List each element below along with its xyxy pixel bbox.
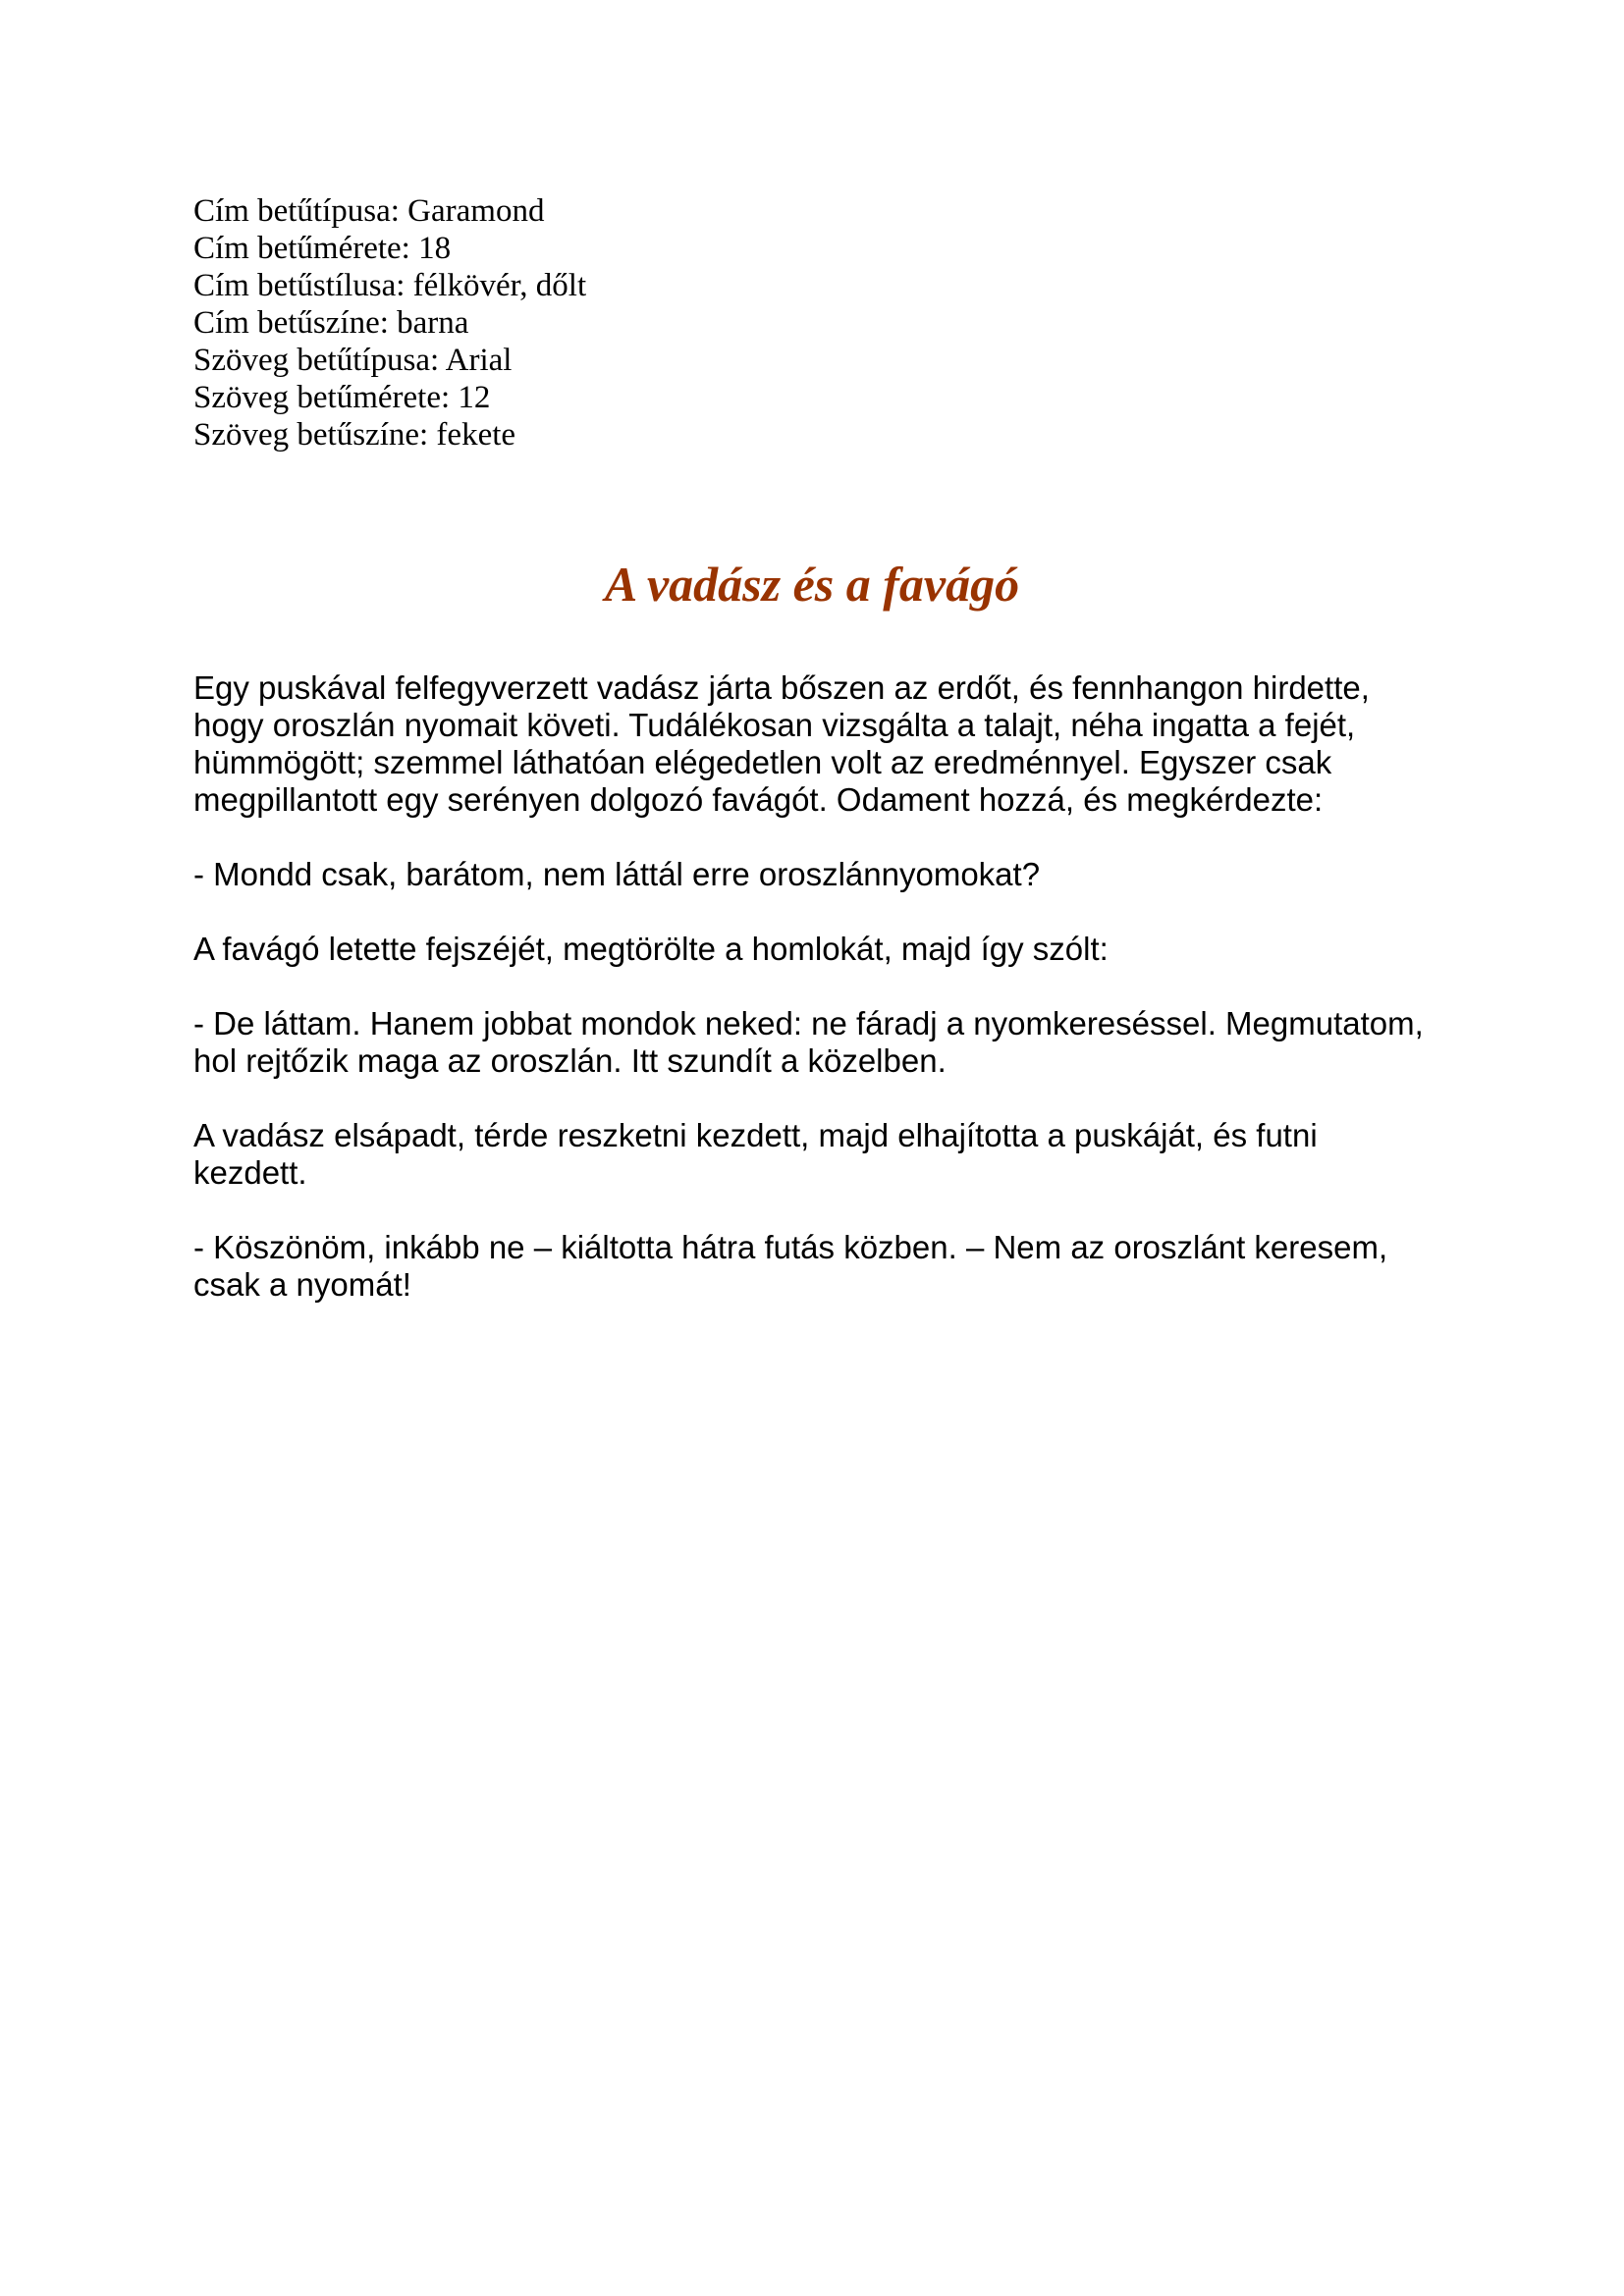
story-paragraph: A favágó letette fejszéjét, megtörölte a homlokát, majd így szólt: bbox=[193, 931, 1109, 967]
story-paragraph-dialogue: - Köszönöm, inkább ne – kiáltotta hátra futás közben. – Nem az oroszlánt keresem, csak a nyomát! bbox=[193, 1229, 1388, 1303]
meta-line-body-font: Szöveg betűtípusa: Arial bbox=[193, 343, 513, 378]
meta-line-body-size: Szöveg betűmérete: 12 bbox=[193, 380, 491, 415]
story-paragraph: Egy puskával felfegyverzett vadász járta bőszen az erdőt, és fennhangon hirdette, hogy oroszlán nyomait követi. Tudálékosan vizsgálta a talajt, néha ingatta a fejét, hümmögött; szemmel láthatóan elégedetlen volt az eredménnyel. Egyszer csak megpillantott egy serényen dolgozó favágót. Odament hozzá, és megkérdezte: bbox=[193, 669, 1370, 818]
story-paragraph-dialogue: - Mondd csak, barátom, nem láttál erre oroszlánnyomokat? bbox=[193, 856, 1041, 892]
meta-line-title-size: Cím betűmérete: 18 bbox=[193, 231, 452, 266]
story-body bbox=[193, 669, 1431, 1304]
meta-line-title-color: Cím betűszíne: barna bbox=[193, 305, 469, 341]
meta-line-body-color: Szöveg betűszíne: fekete bbox=[193, 417, 516, 453]
font-settings-block bbox=[193, 192, 1431, 454]
story-paragraph: A vadász elsápadt, térde reszketni kezdett, majd elhajította a puskáját, és futni kezdett. bbox=[193, 1117, 1318, 1191]
meta-line-title-font: Cím betűtípusa: Garamond bbox=[193, 193, 545, 229]
story-paragraph-dialogue: - De láttam. Hanem jobbat mondok neked: ne fáradj a nyomkereséssel. Megmutatom, hol rejtőzik maga az oroszlán. Itt szundít a közelben. bbox=[193, 1005, 1424, 1079]
page-title: A vadász és a favágó bbox=[604, 557, 1020, 612]
meta-line-title-style: Cím betűstílusa: félkövér, dőlt bbox=[193, 268, 587, 303]
